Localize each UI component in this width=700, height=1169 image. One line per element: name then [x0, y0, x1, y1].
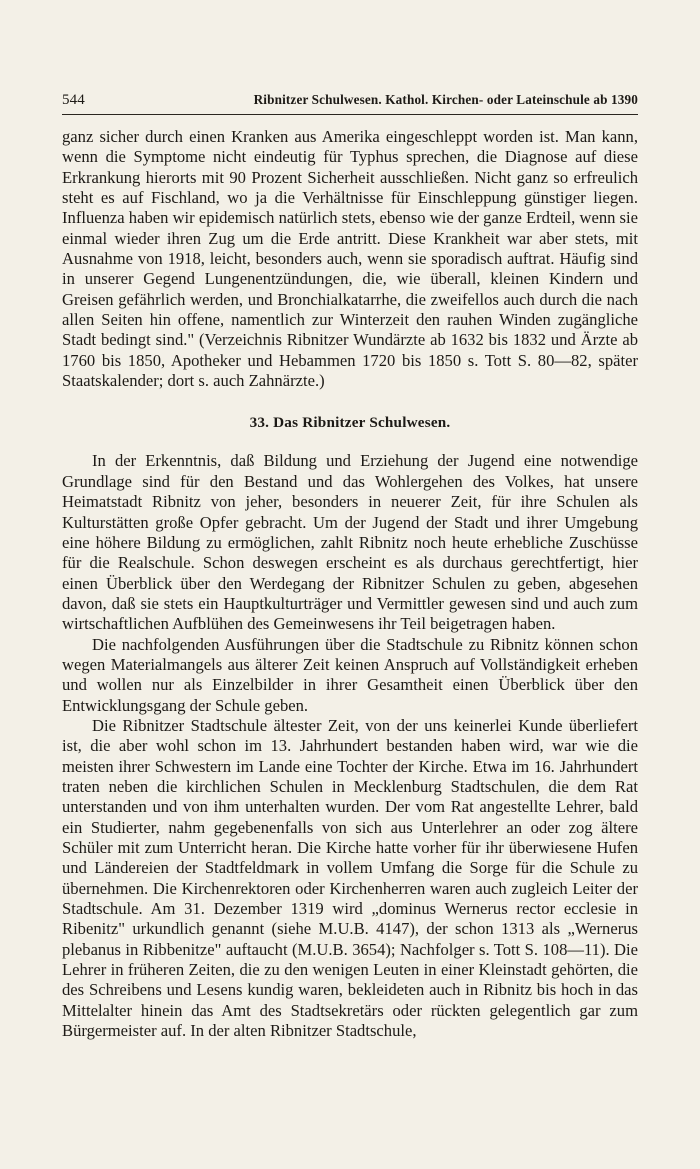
paragraph: Die Ribnitzer Stadtschule ältester Zeit, von der uns keinerlei Kunde überliefert ist, die aber wohl schon im 13. Jahrhundert bestanden haben wird, war wie die meisten ihrer Schwestern im Lande eine Tochter der Kirche. Etwa im 16. Jahrhundert traten neben die kirchlichen Schulen in Mecklenburg Stadtschulen, die dem Rat unterstanden und von ihm unterhalten wurden. Der vom Rat angestellte Lehrer, bald ein Studierter, nahm gegebenenfalls von sich aus Unterlehrer an oder zog ältere Schüler mit zum Unterricht heran. Die Kirche hatte vorher für ihr überwiesene Hufen und Ländereien der Stadtfeldmark in vollem Umfang die Sorge für die Schule zu übernehmen. Die Kirchenrektoren oder Kirchenherren waren auch zugleich Leiter der Stadtschule. Am 31. Dezember 1319 wird „dominus Wernerus rector ecclesie in Ribenitz" urkundlich genannt (siehe M.U.B. 4147), der schon 1313 als „Wernerus plebanus in Ribbenitze" auftaucht (M.U.B. 3654); Nachfolger s. Tott S. 108—11). Die Lehrer in früheren Zeiten, die zu den wenigen Leuten in einer Kleinstadt gehörten, die des Schreibens und Lesens kundig waren, bekleideten auch in Ribnitz bis hoch in das Mittelalter hinein das Amt des Stadtsekretärs oder rückten gelegentlich gar zum Bürgermeister auf. In der alten Ribnitzer Stadtschule, — [62, 715, 638, 1041]
paragraph-continuation: ganz sicher durch einen Kranken aus Amerika eingeschleppt worden ist. Man kann, wenn die Symptome nicht eindeutig für Typhus sprechen, die Diagnose auf diese Erkrankung hierorts mit 90 Prozent Sicherheit ausschließen. Nicht ganz so erfreulich steht es auf Fischland, wo ja die Verhältnisse für Einschleppung günstiger liegen. Influenza haben wir epidemisch natürlich stets, ebenso wie der ganze Erdteil, wenn sie einmal wieder ihren Zug um die Erde antritt. Diese Krankheit war aber stets, mit Ausnahme von 1918, leicht, besonders auch, wenn sie sporadisch auftrat. Häufig sind in unserer Gegend Lungenentzündungen, die, wie überall, kleinen Kindern und Greisen gefährlich werden, und Bronchialkatarrhe, die zweifellos auch durch die nach allen Seiten hin offene, namentlich zur Winterzeit den rauhen Winden zugängliche Stadt bedingt sind." (Verzeichnis Ribnitzer Wundärzte ab 1632 bis 1832 und Ärzte ab 1760 bis 1850, Apotheker und Hebammen 1720 bis 1850 s. Tott S. 80—82, später Staatskalender; dort s. auch Zahnärzte.) — [62, 127, 638, 391]
page-number: 544 — [62, 92, 85, 108]
page-header — [62, 92, 638, 115]
body-text — [62, 127, 638, 1041]
running-title: Ribnitzer Schulwesen. Kathol. Kirchen- oder Lateinschule ab 1390 — [253, 92, 638, 107]
paragraph: Die nachfolgenden Ausführungen über die Stadtschule zu Ribnitz können schon wegen Materialmangels aus älterer Zeit keinen Anspruch auf Vollständigkeit erheben und wollen nur als Einzelbilder in ihrer Gesamtheit einen Überblick über den Entwicklungsgang der Schule geben. — [62, 634, 638, 715]
paragraph: In der Erkenntnis, daß Bildung und Erziehung der Jugend eine notwendige Grundlage sind für den Bestand und das Wohlergehen des Volkes, hat unsere Heimatstadt Ribnitz von jeher, besonders in neuerer Zeit, für ihre Schulen als Kulturstätten große Opfer gebracht. Um der Jugend der Stadt und ihrer Umgebung eine höhere Bildung zu ermöglichen, zahlt Ribnitz noch heute erhebliche Zuschüsse für die Realschule. Schon deswegen erscheint es als durchaus gerechtfertigt, hier einen Überblick über den Werdegang der Ribnitzer Schulen zu geben, abgesehen davon, daß sie stets ein Hauptkulturträger und Vermittler gewesen sind und auch zum wirtschaftlichen Aufblühen des Gemeinwesens ihr Teil beigetragen haben. — [62, 451, 638, 634]
section-heading: 33. Das Ribnitzer Schulwesen. — [249, 414, 451, 432]
